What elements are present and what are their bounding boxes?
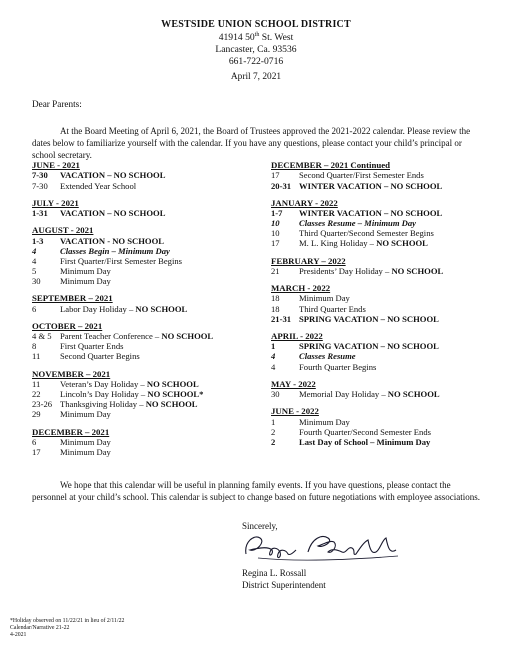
section-title: MARCH - 2022 bbox=[271, 283, 331, 294]
calendar-row bbox=[271, 314, 501, 324]
calendar-event bbox=[299, 208, 501, 218]
calendar-row bbox=[32, 437, 262, 447]
calendar-event bbox=[299, 181, 501, 191]
calendar-event bbox=[60, 399, 262, 409]
calendar-event-text: Minimum Day bbox=[299, 293, 350, 304]
no-school-label: NO SCHOOL bbox=[145, 399, 198, 410]
calendar-date: 7-30 bbox=[32, 180, 48, 191]
calendar-date: 17 bbox=[271, 170, 280, 181]
calendar-date: 20-31 bbox=[271, 180, 292, 191]
calendar-date: 7-30 bbox=[32, 170, 48, 181]
calendar-event bbox=[60, 181, 262, 191]
no-school-label: NO SCHOOL bbox=[391, 265, 444, 276]
calendar-row bbox=[271, 170, 501, 180]
calendar-row bbox=[271, 266, 501, 276]
calendar-row bbox=[271, 417, 501, 427]
calendar-event-text: Minimum Day bbox=[60, 276, 111, 287]
calendar-event bbox=[299, 437, 501, 447]
calendar-date: 30 bbox=[271, 389, 280, 400]
no-school-label: NO SCHOOL bbox=[135, 303, 188, 314]
calendar-event bbox=[60, 379, 262, 389]
calendar-date: 4 bbox=[271, 361, 276, 372]
footnote bbox=[10, 618, 124, 640]
section-title: DECEMBER – 2021 bbox=[32, 426, 110, 437]
calendar-section bbox=[32, 225, 262, 286]
calendar-event bbox=[299, 228, 501, 238]
calendar-date: 1 bbox=[271, 341, 276, 352]
calendar-event-text: VACATION – NO SCHOOL bbox=[60, 170, 166, 181]
calendar-section bbox=[271, 331, 501, 372]
footnote-line: Calendar/Narrative 21-22 bbox=[10, 625, 70, 632]
calendar-row bbox=[32, 389, 262, 399]
calendar-event bbox=[299, 170, 501, 180]
calendar-section bbox=[32, 160, 262, 191]
calendar-event-text: Thanksgiving Holiday – bbox=[60, 399, 146, 410]
signer-block bbox=[242, 568, 326, 591]
no-school-label: NO SCHOOL bbox=[376, 238, 428, 249]
calendar-date: 2 bbox=[271, 426, 276, 437]
calendar-event-text: Second Quarter/First Semester Ends bbox=[299, 170, 424, 181]
calendar-row bbox=[271, 218, 501, 228]
calendar-row bbox=[32, 331, 262, 341]
district-phone: 661-722-0716 bbox=[228, 56, 284, 67]
calendar-row bbox=[32, 266, 262, 276]
calendar-section bbox=[271, 379, 501, 400]
calendar-event-text: Minimum Day bbox=[60, 447, 111, 458]
calendar-date: 30 bbox=[32, 276, 41, 287]
calendar-event-text: Parent Teacher Conference – bbox=[60, 331, 162, 342]
section-title: NOVEMBER – 2021 bbox=[32, 368, 111, 379]
calendar-event bbox=[299, 389, 501, 399]
calendar-event bbox=[60, 170, 262, 180]
calendar-event-text: Extended Year School bbox=[60, 180, 137, 191]
sincerely: Sincerely, bbox=[242, 521, 278, 531]
calendar-row bbox=[32, 447, 262, 457]
calendar-section bbox=[271, 198, 501, 249]
calendar-date: 21 bbox=[271, 265, 280, 276]
calendar-event-text: Veteran’s Day Holiday – bbox=[60, 378, 147, 389]
intro-paragraph: At the Board Meeting of April 6, 2021, the Board of Trustees approved the 2021-2022 calendar. Please review the dates below to familiarize yourself with the calendar. If you have any questions, please contact your child’s principal or school secretary. bbox=[32, 126, 471, 161]
section-title: JUNE - 2022 bbox=[271, 406, 319, 417]
calendar-date: 4 & 5 bbox=[32, 331, 52, 342]
calendar-event-text: Second Quarter Begins bbox=[60, 351, 140, 362]
calendar-section bbox=[32, 427, 262, 458]
section-title: JULY - 2021 bbox=[32, 197, 79, 208]
calendar-date: 5 bbox=[32, 265, 37, 276]
no-school-label: NO SCHOOL* bbox=[147, 389, 204, 400]
calendar-event-text: WINTER VACATION – NO SCHOOL bbox=[299, 208, 443, 219]
calendar-event bbox=[299, 293, 501, 303]
calendar-event-text: Minimum Day bbox=[299, 416, 350, 427]
calendar-event bbox=[60, 351, 262, 361]
calendar-row bbox=[32, 341, 262, 351]
calendar-left-column bbox=[32, 160, 262, 464]
calendar-date: 8 bbox=[32, 341, 37, 352]
calendar-event bbox=[60, 331, 262, 341]
calendar-event bbox=[60, 276, 262, 286]
calendar-event bbox=[60, 437, 262, 447]
section-title: APRIL - 2022 bbox=[271, 330, 323, 341]
calendar-row bbox=[32, 170, 262, 180]
calendar-date: 6 bbox=[32, 303, 37, 314]
calendar-event bbox=[299, 304, 501, 314]
calendar-event-text: Classes Resume – Minimum Day bbox=[299, 218, 416, 229]
calendar-date: 11 bbox=[32, 351, 41, 362]
calendar-event-text: Presidents’ Day Holiday – bbox=[299, 265, 392, 276]
section-title: JANUARY - 2022 bbox=[271, 197, 338, 208]
calendar-date: 23-26 bbox=[32, 399, 53, 410]
calendar-row bbox=[32, 276, 262, 286]
calendar-date: 1 bbox=[271, 416, 276, 427]
calendar-event bbox=[60, 246, 262, 256]
calendar-event-text: Classes Begin – Minimum Day bbox=[60, 245, 170, 256]
section-title: AUGUST - 2021 bbox=[32, 225, 94, 236]
calendar-event-text: Lincoln’s Day Holiday – bbox=[60, 389, 148, 400]
calendar-date: 1-7 bbox=[271, 208, 283, 219]
calendar-event bbox=[299, 427, 501, 437]
calendar-event bbox=[60, 236, 262, 246]
calendar-event bbox=[299, 266, 501, 276]
calendar-event bbox=[60, 208, 262, 218]
calendar-row bbox=[271, 389, 501, 399]
calendar-date: 4 bbox=[32, 255, 37, 266]
calendar-date: 21-31 bbox=[271, 313, 292, 324]
signature-image bbox=[238, 528, 408, 564]
calendar-event bbox=[60, 256, 262, 266]
calendar-event bbox=[299, 314, 501, 324]
no-school-label: NO SCHOOL bbox=[161, 331, 214, 342]
calendar-row bbox=[32, 304, 262, 314]
calendar-date: 11 bbox=[32, 378, 41, 389]
calendar-event bbox=[60, 389, 262, 399]
district-street-address: 41914 50th St. West bbox=[218, 31, 294, 43]
greeting: Dear Parents: bbox=[32, 99, 82, 109]
section-title: JUNE - 2021 bbox=[32, 160, 80, 170]
calendar-row bbox=[271, 351, 501, 361]
calendar-row bbox=[271, 341, 501, 351]
calendar-event-text: Minimum Day bbox=[60, 265, 111, 276]
calendar-section bbox=[32, 321, 262, 362]
calendar-row bbox=[32, 409, 262, 419]
calendar-event-text: M. L. King Holiday – bbox=[299, 238, 377, 249]
letter-date: April 7, 2021 bbox=[230, 72, 282, 82]
calendar-event-text: Third Quarter Ends bbox=[299, 303, 366, 314]
calendar-event bbox=[60, 341, 262, 351]
calendar-event-text: Memorial Day Holiday – bbox=[299, 389, 388, 400]
calendar-event bbox=[299, 341, 501, 351]
calendar-event-text: Minimum Day bbox=[60, 409, 111, 420]
calendar-row bbox=[32, 181, 262, 191]
section-title: OCTOBER – 2021 bbox=[32, 320, 103, 331]
calendar-row bbox=[32, 208, 262, 218]
calendar-event-text: First Quarter Ends bbox=[60, 341, 124, 352]
calendar-row bbox=[271, 427, 501, 437]
district-city: Lancaster, Ca. 93536 bbox=[215, 44, 297, 55]
calendar-date: 18 bbox=[271, 303, 280, 314]
calendar-date: 2 bbox=[271, 436, 276, 447]
signer-title: District Superintendent bbox=[242, 579, 326, 590]
calendar-event-text: VACATION - NO SCHOOL bbox=[60, 235, 165, 246]
calendar-date: 1-31 bbox=[32, 208, 48, 219]
calendar-section bbox=[271, 406, 501, 447]
closing-paragraph: We hope that this calendar will be useful in planning family events. If you have questions, please contact the personnel at your child’s school. This calendar is subject to change based on future negotiations with employee associations. bbox=[32, 480, 480, 503]
calendar-row bbox=[271, 228, 501, 238]
calendar-section bbox=[271, 256, 501, 277]
no-school-label: NO SCHOOL bbox=[146, 378, 199, 389]
calendar-event bbox=[299, 417, 501, 427]
calendar-row bbox=[32, 399, 262, 409]
calendar-date: 17 bbox=[32, 447, 41, 458]
calendar-event-text: SPRING VACATION – NO SCHOOL bbox=[299, 313, 439, 324]
calendar-event bbox=[299, 218, 501, 228]
calendar-section bbox=[32, 198, 262, 219]
section-title: FEBRUARY – 2022 bbox=[271, 255, 346, 266]
calendar-event bbox=[299, 238, 501, 248]
calendar-event bbox=[299, 351, 501, 361]
calendar-row bbox=[271, 437, 501, 447]
calendar-event-text: Classes Resume bbox=[299, 351, 356, 362]
calendar-section bbox=[32, 293, 262, 314]
calendar-event bbox=[60, 304, 262, 314]
calendar-section bbox=[271, 283, 501, 324]
calendar-row bbox=[32, 256, 262, 266]
calendar-row bbox=[271, 293, 501, 303]
calendar-row bbox=[32, 246, 262, 256]
calendar-date: 4 bbox=[32, 245, 37, 256]
calendar-event-text: Last Day of School – Minimum Day bbox=[299, 436, 431, 447]
calendar-date: 4 bbox=[271, 351, 276, 362]
calendar-row bbox=[271, 362, 501, 372]
calendar-event-text: Minimum Day bbox=[60, 436, 111, 447]
calendar-event-text: Third Quarter/Second Semester Begins bbox=[299, 228, 434, 239]
calendar-row bbox=[32, 236, 262, 246]
calendar-event-text: VACATION – NO SCHOOL bbox=[60, 208, 166, 219]
calendar-date: 29 bbox=[32, 409, 41, 420]
calendar-event-text: WINTER VACATION – NO SCHOOL bbox=[299, 180, 443, 191]
calendar-row bbox=[271, 304, 501, 314]
no-school-label: NO SCHOOL bbox=[387, 389, 440, 400]
calendar-section bbox=[32, 369, 262, 420]
calendar-date: 18 bbox=[271, 293, 280, 304]
calendar-event bbox=[299, 362, 501, 372]
calendar-row bbox=[271, 181, 501, 191]
calendar-right-column bbox=[271, 160, 501, 454]
calendar-date: 17 bbox=[271, 238, 280, 249]
calendar-event bbox=[60, 266, 262, 276]
calendar-event bbox=[60, 447, 262, 457]
calendar-section bbox=[271, 160, 501, 191]
section-title: SEPTEMBER – 2021 bbox=[32, 293, 113, 304]
calendar-row bbox=[32, 351, 262, 361]
calendar-event-text: First Quarter/First Semester Begins bbox=[60, 255, 182, 266]
calendar-event-text: Fourth Quarter Begins bbox=[299, 361, 377, 372]
calendar-date: 1-3 bbox=[32, 235, 44, 246]
calendar-event bbox=[60, 409, 262, 419]
district-name: WESTSIDE UNION SCHOOL DISTRICT bbox=[161, 19, 351, 30]
calendar-row bbox=[32, 379, 262, 389]
section-title: DECEMBER – 2021 Continued bbox=[271, 160, 391, 170]
calendar-date: 10 bbox=[271, 218, 280, 229]
calendar-date: 6 bbox=[32, 436, 37, 447]
section-title: MAY - 2022 bbox=[271, 378, 316, 389]
calendar-row bbox=[271, 208, 501, 218]
calendar-date: 10 bbox=[271, 228, 280, 239]
calendar-event-text: Labor Day Holiday – bbox=[60, 303, 136, 314]
signer-name: Regina L. Rossall bbox=[242, 568, 307, 578]
calendar-event-text: Fourth Quarter/Second Semester Ends bbox=[299, 426, 431, 437]
calendar-row bbox=[271, 238, 501, 248]
calendar-event-text: SPRING VACATION – NO SCHOOL bbox=[299, 341, 439, 352]
calendar-date: 22 bbox=[32, 389, 41, 400]
footnote-line: *Holiday observed on 11/22/21 in lieu of 2/11/22 bbox=[10, 618, 125, 624]
footnote-line: 4-2021 bbox=[10, 632, 27, 639]
